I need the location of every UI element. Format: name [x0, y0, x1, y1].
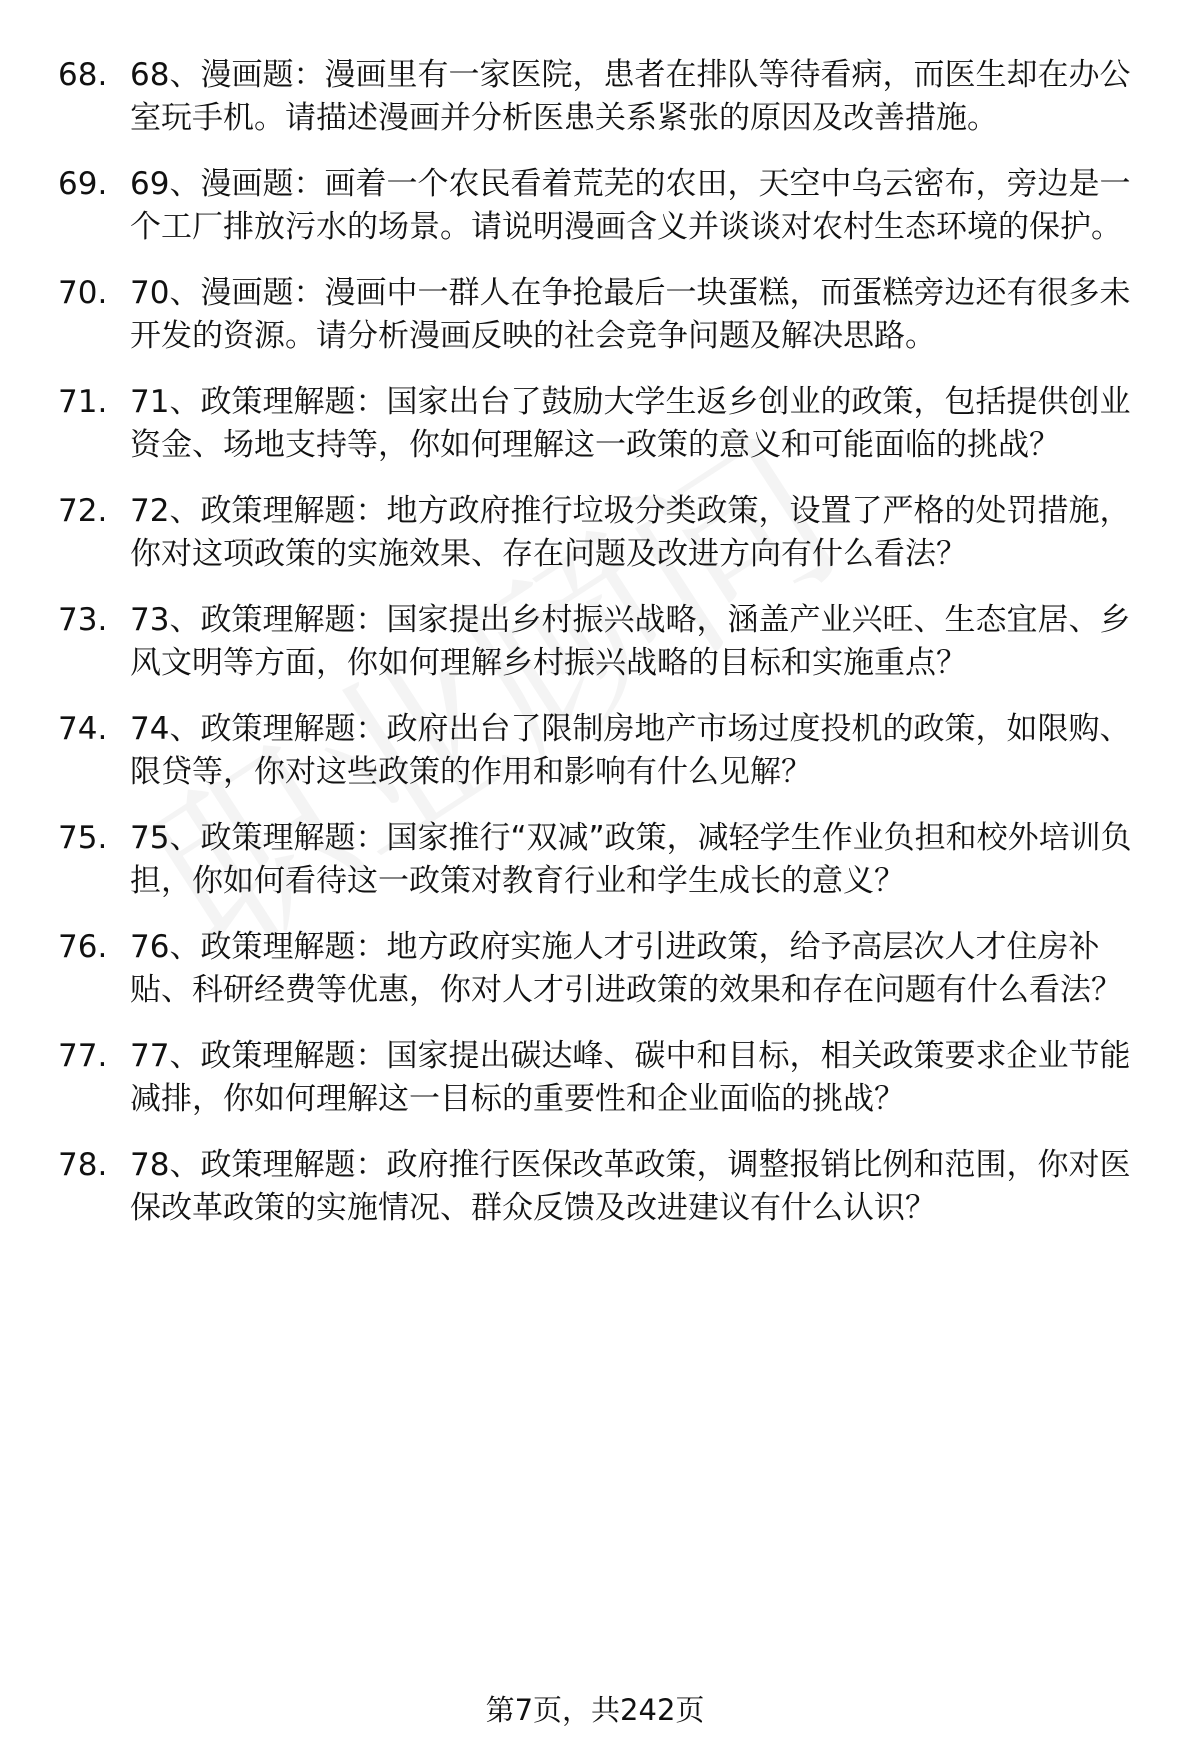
question-number-72: 72. — [58, 493, 108, 529]
question-text-75: 75、政策理解题：国家推行“双减”政策，减轻学生作业负担和校外培训负担，你如何看待这一政策对教育行业和学生成长的意义？ — [130, 820, 1132, 899]
question-item-75 — [58, 817, 1148, 903]
question-list — [58, 54, 1148, 1253]
question-number-75: 75. — [58, 820, 108, 856]
question-item-69 — [58, 163, 1148, 249]
page-footer: 第7页，共242页 — [485, 1693, 705, 1727]
question-number-73: 73. — [58, 602, 108, 638]
question-number-69: 69. — [58, 166, 108, 202]
question-text-71: 71、政策理解题：国家出台了鼓励大学生返乡创业的政策，包括提供创业资金、场地支持等，你如何理解这一政策的意义和可能面临的挑战？ — [130, 384, 1131, 463]
question-text-73: 73、政策理解题：国家提出乡村振兴战略，涵盖产业兴旺、生态宜居、乡风文明等方面，你如何理解乡村振兴战略的目标和实施重点？ — [130, 602, 1131, 681]
question-number-74: 74. — [58, 711, 108, 747]
question-text-77: 77、政策理解题：国家提出碳达峰、碳中和目标，相关政策要求企业节能减排，你如何理解这一目标的重要性和企业面临的挑战？ — [130, 1038, 1131, 1117]
question-text-72: 72、政策理解题：地方政府推行垃圾分类政策，设置了严格的处罚措施，你对这项政策的实施效果、存在问题及改进方向有什么看法？ — [130, 493, 1131, 572]
question-item-76 — [58, 926, 1148, 1012]
question-text-70: 70、漫画题：漫画中一群人在争抢最后一块蛋糕，而蛋糕旁边还有很多未开发的资源。请分析漫画反映的社会竞争问题及解决思路。 — [130, 275, 1131, 354]
question-item-68 — [58, 54, 1148, 140]
question-text-68: 68、漫画题：漫画里有一家医院，患者在排队等待看病，而医生却在办公室玩手机。请描述漫画并分析医患关系紧张的原因及改善措施。 — [130, 57, 1131, 136]
question-item-70 — [58, 272, 1148, 358]
question-item-74 — [58, 708, 1148, 794]
question-item-71 — [58, 381, 1148, 467]
question-item-78 — [58, 1144, 1148, 1230]
question-number-76: 76. — [58, 929, 108, 965]
question-number-68: 68. — [58, 57, 108, 93]
question-item-72 — [58, 490, 1148, 576]
question-item-77 — [58, 1035, 1148, 1121]
question-number-78: 78. — [58, 1147, 108, 1183]
question-text-76: 76、政策理解题：地方政府实施人才引进政策，给予高层次人才住房补贴、科研经费等优惠，你对人才引进政策的效果和存在问题有什么看法？ — [130, 929, 1122, 1008]
question-number-77: 77. — [58, 1038, 108, 1074]
question-text-69: 69、漫画题：画着一个农民看着荒芜的农田，天空中乌云密布，旁边是一个工厂排放污水的场景。请说明漫画含义并谈谈对农村生态环境的保护。 — [130, 166, 1131, 245]
question-number-70: 70. — [58, 275, 108, 311]
question-text-74: 74、政策理解题：政府出台了限制房地产市场过度投机的政策，如限购、限贷等，你对这些政策的作用和影响有什么见解？ — [130, 711, 1131, 790]
question-number-71: 71. — [58, 384, 108, 420]
question-text-78: 78、政策理解题：政府推行医保改革政策，调整报销比例和范围，你对医保改革政策的实施情况、群众反馈及改进建议有什么认识？ — [130, 1147, 1131, 1226]
question-item-73 — [58, 599, 1148, 685]
